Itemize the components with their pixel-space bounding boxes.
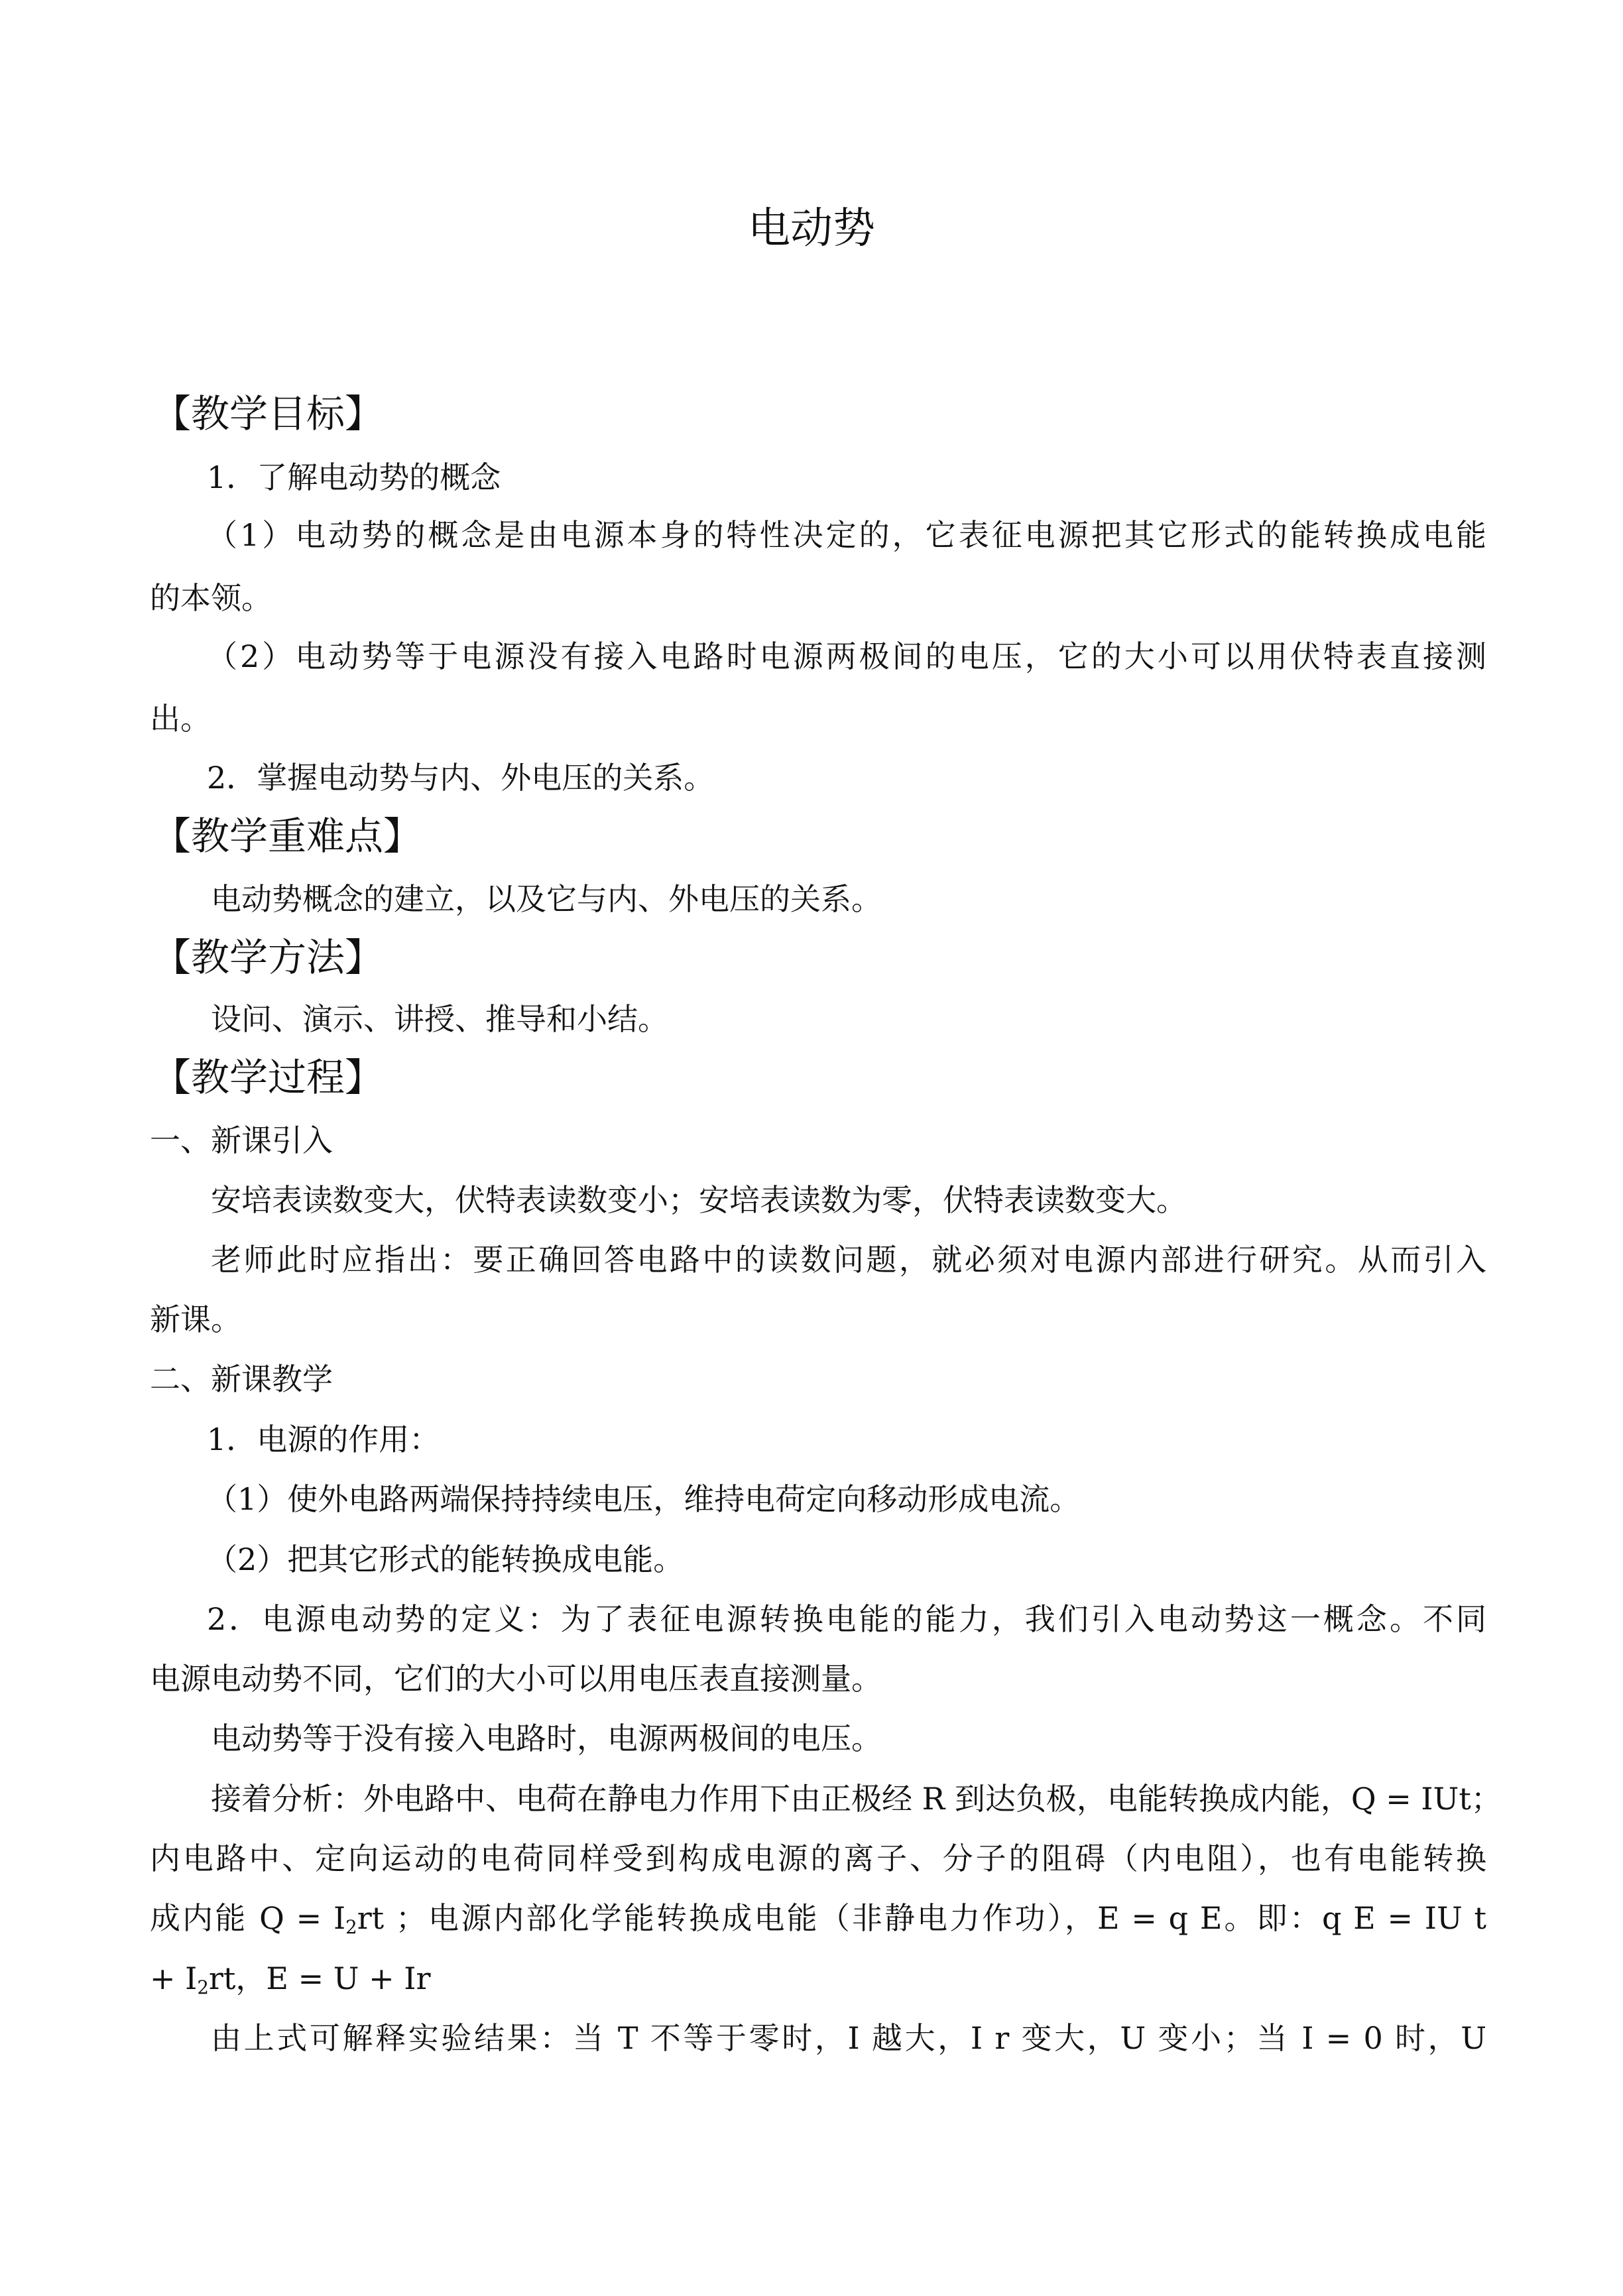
analysis-line-3-part-a: 成内能 Q = I bbox=[150, 1900, 346, 1936]
process-part-1-paragraph-2-line-1: 老师此时应指出：要正确回答电路中的读数问题，就必须对电源内部进行研究。从而引入 bbox=[211, 1242, 1486, 1278]
section-heading-methods: 【教学方法】 bbox=[152, 935, 384, 980]
keypoints-text: 电动势概念的建立，以及它与内、外电压的关系。 bbox=[211, 881, 882, 917]
analysis-line-3-subscript: 2 bbox=[345, 1915, 357, 1938]
section-heading-keypoints: 【教学重难点】 bbox=[152, 814, 422, 859]
analysis-line-3 bbox=[150, 1898, 1486, 1938]
analysis-line-4 bbox=[150, 1959, 430, 1998]
goal-item-2: 2．掌握电动势与内、外电压的关系。 bbox=[207, 760, 715, 796]
goal-paragraph-1-line-2: 的本领。 bbox=[150, 580, 272, 616]
analysis-line-4-part-b: rt，E = U + Ir bbox=[208, 1961, 431, 1996]
process-part-1-heading: 一、新课引入 bbox=[150, 1122, 333, 1158]
goal-paragraph-1-line-1: （1）电动势的概念是由电源本身的特性决定的，它表征电源把其它形式的能转换成电能 bbox=[207, 517, 1486, 553]
section-heading-process: 【教学过程】 bbox=[152, 1055, 384, 1100]
methods-text: 设问、演示、讲授、推导和小结。 bbox=[211, 1001, 668, 1037]
process-item-1-sub-1: （1）使外电路两端保持持续电压，维持电荷定向移动形成电流。 bbox=[207, 1481, 1081, 1517]
goal-paragraph-2-line-2: 出。 bbox=[150, 701, 211, 737]
analysis-line-4-part-a: + I bbox=[150, 1961, 198, 1996]
analysis-line-3-part-b: rt ；电源内部化学能转换成电能（非静电力作功），E = q E。即：q E = IU t bbox=[357, 1900, 1486, 1936]
process-part-1-paragraph-2-line-2: 新课。 bbox=[150, 1301, 241, 1337]
goal-paragraph-2-line-1: （2）电动势等于电源没有接入电路时电源两极间的电压，它的大小可以用伏特表直接测 bbox=[207, 638, 1486, 674]
process-part-2-heading: 二、新课教学 bbox=[150, 1361, 333, 1397]
goal-item-1: 1．了解电动势的概念 bbox=[207, 459, 501, 495]
analysis-line-2: 内电路中、定向运动的电荷同样受到构成电源的离子、分子的阻碍（内电阻），也有电能转换 bbox=[150, 1841, 1486, 1876]
conclusion-line-1: 由上式可解释实验结果：当 T 不等于零时，I 越大，I r 变大，U 变小；当 I = 0 时，U bbox=[211, 2020, 1486, 2056]
process-item-1: 1．电源的作用： bbox=[207, 1421, 440, 1457]
process-part-1-paragraph-1: 安培表读数变大，伏特表读数变小；安培表读数为零，伏特表读数变大。 bbox=[211, 1182, 1187, 1218]
page-title: 电动势 bbox=[748, 204, 875, 253]
process-item-2-line-1: 2．电源电动势的定义：为了表征电源转换电能的能力，我们引入电动势这一概念。不同 bbox=[207, 1601, 1486, 1637]
analysis-line-1: 接着分析：外电路中、电荷在静电力作用下由正极经 R 到达负极，电能转换成内能，Q = IUt； bbox=[211, 1781, 1502, 1817]
emf-definition: 电动势等于没有接入电路时，电源两极间的电压。 bbox=[211, 1721, 882, 1756]
process-item-1-sub-2: （2）把其它形式的能转换成电能。 bbox=[207, 1541, 684, 1577]
section-heading-goals: 【教学目标】 bbox=[152, 391, 384, 436]
analysis-line-4-subscript: 2 bbox=[197, 1976, 209, 1998]
process-item-2-line-2: 电源电动势不同，它们的大小可以用电压表直接测量。 bbox=[150, 1661, 882, 1697]
